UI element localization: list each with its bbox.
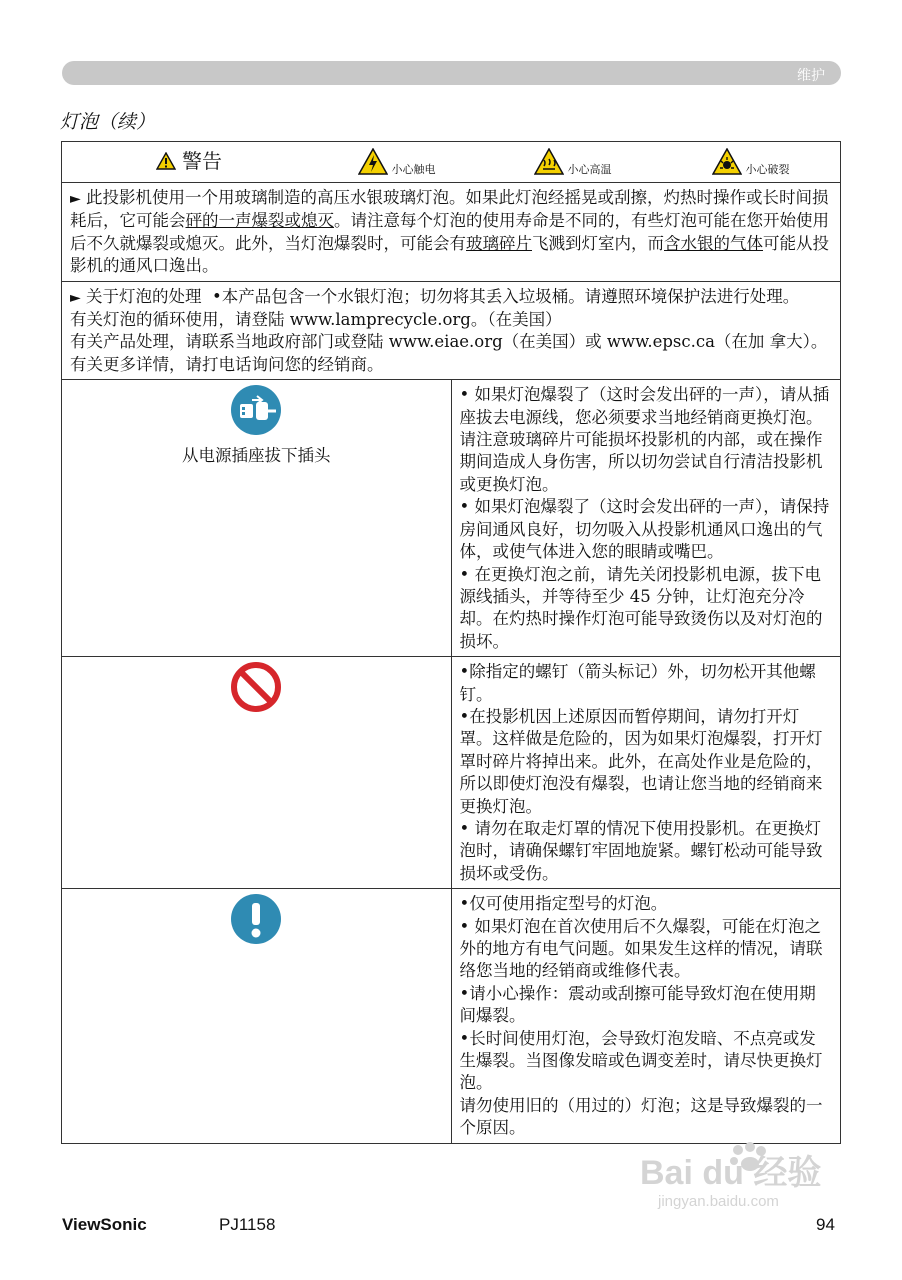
unplug-item: • 在更换灯泡之前，请先关闭投影机电源，拔下电源线插头，并等待至少 45 分钟，让灯泡充分冷却。在灼热时操作灯泡可能导致烫伤以及对灯泡的损坏。 xyxy=(459,564,823,651)
caution-item: •仅可使用指定型号的灯泡。 xyxy=(459,894,668,914)
caution-row xyxy=(62,889,841,1143)
caution-item: 请勿使用旧的（用过的）灯泡；这是导致爆裂的一个原因。 xyxy=(459,1095,823,1138)
watermark-logo-text: Bai du 经验 xyxy=(640,1154,822,1192)
high-temperature-icon xyxy=(534,148,564,175)
section-label: 维护 xyxy=(797,68,825,84)
baidu-watermark-logo xyxy=(640,1140,850,1210)
warning-table xyxy=(61,141,841,1144)
lamp-burst-warning-text xyxy=(62,183,841,282)
caution-item: •请小心操作：震动或刮擦可能导致灯泡在使用期间爆裂。 xyxy=(459,983,816,1026)
prohibit-row xyxy=(62,657,841,889)
warning-title xyxy=(156,150,222,174)
disposal-line: 有关产品处理，请联系当地政府部门或登陆 www.eiae.org（在美国）或 www.epsc.ca（在加 拿大）。 xyxy=(70,332,828,352)
unplug-item: • 如果灯泡爆裂了（这时会发出砰的一声），请从插座拔去电源线，您必须要求当地经销商更换灯泡。请注意玻璃碎片可能损坏投影机的内部，或在操作期间造成人身伤害，所以切勿尝试自行清洁投影机或更换灯泡。 xyxy=(459,385,830,494)
text-segment: 飞溅到灯室内，而 xyxy=(532,233,664,253)
caution-item: •长时间使用灯泡，会导致灯泡发暗、不点亮或发生爆裂。当图像发暗或色调变差时，请尽快更换灯泡。 xyxy=(459,1028,823,1093)
lamp-disposal-row xyxy=(62,281,841,380)
burst-symbol xyxy=(712,148,790,181)
unplug-icon xyxy=(230,384,282,436)
watermark-url: jingyan.baidu.com xyxy=(658,1193,779,1210)
prohibited-icon xyxy=(230,661,282,713)
burst-icon xyxy=(712,148,742,175)
underlined-text: 含水银的气体 xyxy=(664,233,763,253)
underlined-text: 玻璃碎片 xyxy=(466,233,532,253)
exclamation-icon xyxy=(230,893,282,945)
warning-header-row xyxy=(62,142,841,183)
prohibit-item: • 请勿在取走灯罩的情况下使用投影机。在更换灯泡时，请确保螺钉牢固地旋紧。螺钉松动可能导致损坏或受伤。 xyxy=(459,818,823,883)
lamp-burst-warning-row xyxy=(62,183,841,282)
disposal-line: 有关更多详情，请打电话询问您的经销商。 xyxy=(70,354,384,374)
unplug-row xyxy=(62,380,841,657)
burst-label: 小心破裂 xyxy=(745,163,790,176)
warning-label: 警告 xyxy=(182,149,222,173)
bullet-arrow: ► xyxy=(70,191,81,207)
text-segment: 。请注意每个灯泡的使用寿命是不同的，有些灯泡可能在您开始使用后不久就爆裂或熄灭。此外，当灯泡爆裂时，可能会有 xyxy=(70,211,829,253)
text-segment: 此投影机使用一个用玻璃制造的高压水银玻璃灯泡。如果此灯泡经摇晃或刮擦，灼热时操作或长时间损耗后，它可能会 xyxy=(70,188,829,231)
page-title: 灯泡（续） xyxy=(60,111,156,133)
disposal-line: 有关灯泡的循环使用，请登陆 www.lamprecycle.org。（在美国） xyxy=(70,310,562,330)
electric-shock-icon xyxy=(358,148,388,175)
caution-item: • 如果灯泡在首次使用后不久爆裂，可能在灯泡之外的地方有电气问题。如果发生这样的情况，请联络您当地的经销商或维修代表。 xyxy=(459,916,823,981)
disposal-line: •本产品包含一个水银灯泡；切勿将其丢入垃圾桶。请遵照环境保护法进行处理。 xyxy=(212,286,800,306)
text-segment: 可能从投影机的通风口逸出。 xyxy=(70,233,829,276)
underlined-text: 砰的一声爆裂或熄灭 xyxy=(185,211,334,231)
footer-model: PJ1158 xyxy=(219,1215,276,1234)
prohibit-item: •在投影机因上述原因而暂停期间，请勿打开灯罩。这样做是危险的，因为如果灯泡爆裂，打开灯罩时碎片将掉出来。此外，在高处作业是危险的，所以即使灯泡没有爆裂，也请让您当地的经销商来更换灯泡。 xyxy=(459,706,823,816)
bullet-arrow: ► xyxy=(70,289,81,306)
page-number: 94 xyxy=(816,1215,835,1234)
unplug-item: • 如果灯泡爆裂了（这时会发出砰的一声），请保持房间通风良好，切勿吸入从投影机通风口逸出的气体，或使气体进入您的眼睛或嘴巴。 xyxy=(459,497,830,562)
electric-shock-label: 小心触电 xyxy=(391,163,436,176)
high-temperature-label: 小心高温 xyxy=(567,163,612,176)
high-temperature-symbol xyxy=(534,148,612,181)
warning-triangle-icon xyxy=(156,152,176,174)
disposal-heading: 关于灯泡的处理 xyxy=(86,286,202,306)
electric-shock-symbol xyxy=(358,148,436,181)
section-header-bar xyxy=(62,61,841,85)
footer-brand: ViewSonic xyxy=(62,1215,147,1234)
unplug-caption: 从电源插座拔下插头 xyxy=(182,445,331,465)
prohibit-item: •除指定的螺钉（箭头标记）外，切勿松开其他螺钉。 xyxy=(459,662,816,704)
